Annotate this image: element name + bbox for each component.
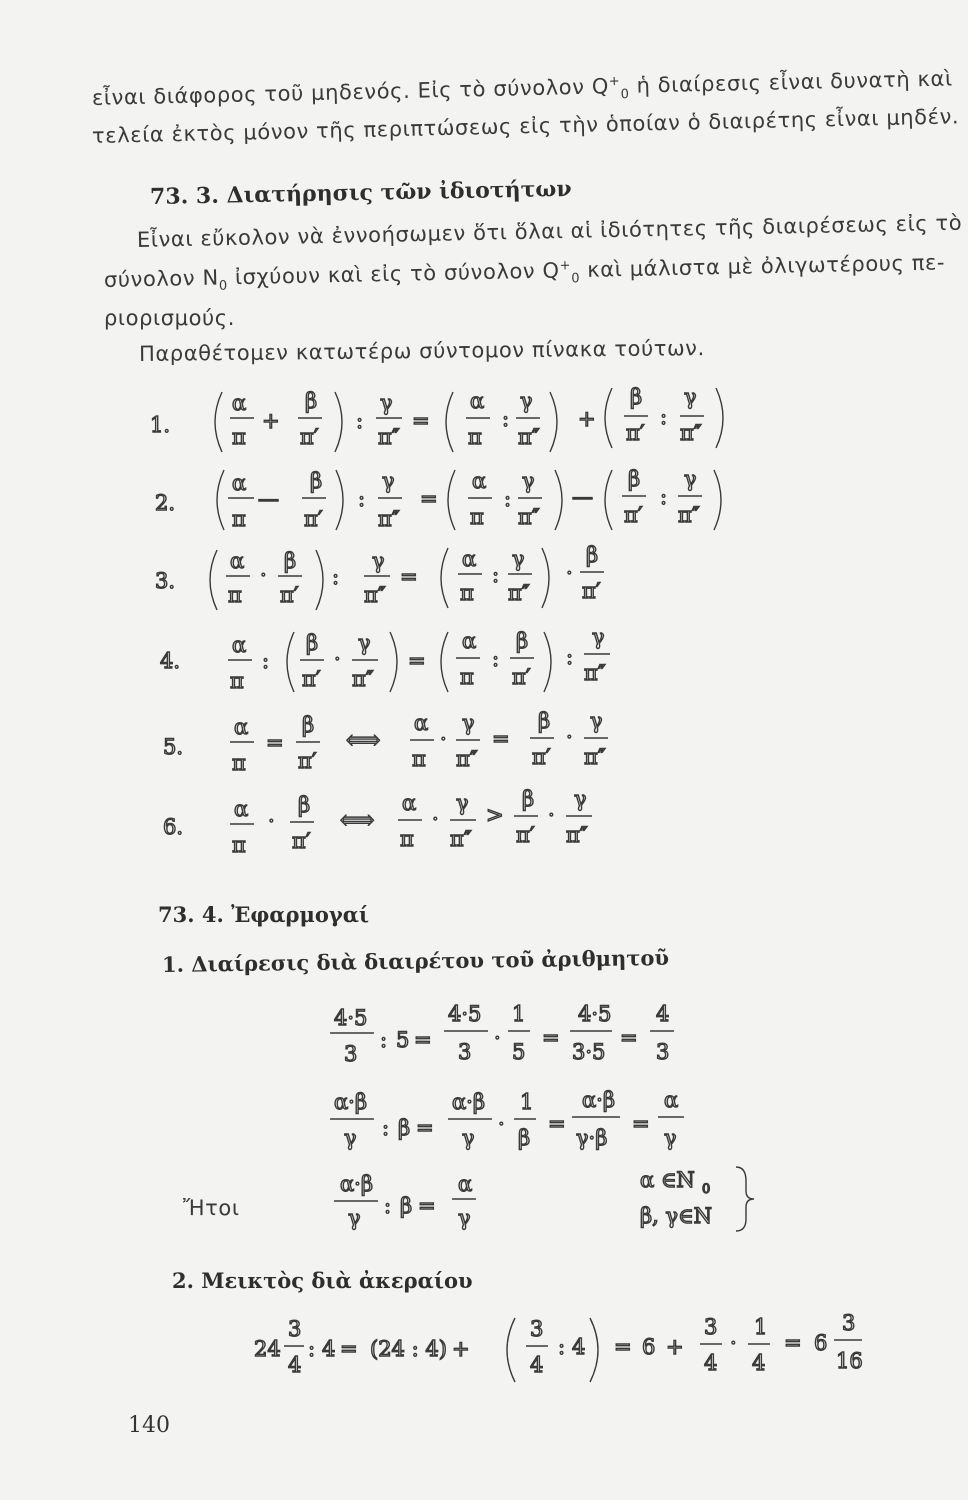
math-symbol: = [340, 1337, 358, 1361]
math-symbol: α [232, 391, 247, 415]
math-symbol: = [418, 1194, 436, 1218]
math-symbol: γ [380, 391, 393, 415]
rule-6-number: 6. [163, 815, 184, 839]
math-symbol: : [558, 1335, 566, 1359]
math-symbol: π′ [298, 749, 317, 773]
math-symbol: + [452, 1337, 470, 1361]
math-symbol: 4 [572, 1335, 586, 1359]
parenthesis [544, 632, 551, 692]
math-symbol: π″ [584, 745, 606, 769]
math-symbol: : [504, 487, 512, 511]
math-symbol: β [630, 385, 643, 409]
math-symbol: · [548, 803, 555, 827]
rule-1-paren [215, 392, 222, 452]
math-symbol: = [416, 1116, 434, 1140]
math-symbol: = [408, 649, 426, 673]
math-symbol: 4·5 [334, 1006, 368, 1030]
subheading-1: 1. Διαίρεσις διὰ διαιρέτου τοῦ ἀριθμητοῦ [161, 944, 670, 977]
parenthesis [446, 392, 453, 452]
math-symbol: γ [344, 1126, 357, 1150]
math-symbol: γ [372, 549, 385, 573]
math-symbol: — [572, 485, 593, 509]
math-symbol: π″ [378, 425, 400, 449]
math-symbol: γ [458, 1206, 471, 1230]
math-symbol: β [586, 543, 599, 567]
section-heading-73-4: 73. 4. Ἐφαρμογαί [158, 902, 370, 927]
math-symbol: = [542, 1026, 560, 1050]
math-symbol: — [258, 487, 279, 511]
text-line-1: εἶναι διάφορος τοῦ μηδενός. Εἰς τὸ σύνολον $Q^+_0$ ἡ διαίρεσις εἶναι δυνατὴ καὶ [91, 66, 953, 110]
math-symbol: = [412, 409, 430, 433]
math-symbol: γ [664, 1126, 677, 1150]
rule-1-number: 1. [150, 413, 171, 437]
math-symbol: : [660, 405, 668, 429]
math-symbol: α [462, 629, 477, 653]
math-symbol: π [470, 505, 484, 529]
math-symbol: 4 [704, 1351, 718, 1375]
math-symbol: γ [684, 467, 697, 491]
math-symbol: γ [574, 787, 587, 811]
parenthesis [335, 392, 342, 452]
math-symbol: π″ [518, 425, 540, 449]
math-symbol: : [382, 1116, 390, 1140]
math-symbol: ⟺ [340, 806, 375, 834]
math-symbol: α [664, 1088, 679, 1112]
math-symbol: · [566, 561, 573, 585]
math-symbol: γ [382, 469, 395, 493]
math-symbol: α·β [582, 1088, 615, 1112]
math-symbol: β [310, 469, 323, 493]
math-symbol: γ [456, 791, 469, 815]
math-symbol: : [384, 1194, 392, 1218]
math-symbol: π″ [352, 667, 374, 691]
text-line-2: τελεία ἐκτὸς μόνον τῆς περιπτώσεως εἰς τὴν ὁποίαν ὁ διαιρέτης εἶναι μηδέν. [91, 104, 960, 148]
math-symbol: 4·5 [448, 1002, 482, 1026]
parenthesis [605, 470, 612, 530]
math-symbol: π [232, 833, 246, 857]
math-symbol: 3 [704, 1315, 718, 1339]
math-symbol: = [400, 565, 418, 589]
parenthesis [441, 548, 448, 608]
math-symbol: π″ [584, 661, 606, 685]
math-symbol: 5 [396, 1028, 410, 1052]
math-symbol: 16 [836, 1349, 863, 1373]
math-symbol: α ∈N [640, 1168, 695, 1192]
math-symbol: 3 [530, 1317, 544, 1341]
math-symbol: β [628, 467, 641, 491]
math-symbol: π [230, 669, 244, 693]
math-symbol: 4 [322, 1337, 336, 1361]
math-symbol: 3 [842, 1311, 856, 1335]
parenthesis [210, 550, 217, 610]
text-line-3: Εἶναι εὔκολον νὰ ἐννοήσωμεν ὅτι ὅλαι αἱ ἰδιότητες τῆς διαιρέσεως εἰς τὸ [136, 210, 963, 252]
math-symbol: π [460, 665, 474, 689]
math-symbol: γ [684, 385, 697, 409]
math-symbol: : [332, 565, 340, 589]
text-line-6: Παραθέτομεν κατωτέρω σύντομον πίνακα τούτων. [138, 336, 705, 366]
math-symbol: · [260, 563, 267, 587]
math-symbol: π [412, 747, 426, 771]
math-symbol: · [432, 807, 439, 831]
parenthesis [336, 470, 343, 530]
math-symbol: α [234, 715, 249, 739]
math-symbol: π″ [456, 747, 478, 771]
math-symbol: + [578, 407, 596, 431]
math-symbol: π′ [512, 665, 531, 689]
math-symbol: : [566, 645, 574, 669]
math-symbol: β [400, 1194, 413, 1218]
rule-4-number: 4. [160, 649, 181, 673]
math-symbol: : [492, 563, 500, 587]
math-symbol: π [460, 581, 474, 605]
math-symbol: = [784, 1331, 802, 1355]
math-symbol: π′ [304, 507, 323, 531]
math-symbol: β [518, 1126, 531, 1150]
parenthesis [448, 470, 455, 530]
math-symbol: 24 [254, 1337, 281, 1361]
parenthesis [716, 388, 723, 448]
math-symbol: = [620, 1026, 638, 1050]
subheading-2: 2. Μεικτὸς διὰ ἀκεραίου [172, 1268, 473, 1293]
math-symbol: π [400, 827, 414, 851]
math-symbol: β, γ∈N [640, 1204, 712, 1228]
math-symbol: γ [512, 547, 525, 571]
math-symbol: 1 [520, 1090, 534, 1114]
math-symbol: = [420, 487, 438, 511]
math-symbol: γ [462, 1126, 475, 1150]
math-symbol: · [730, 1331, 737, 1355]
math-symbol: · [268, 809, 275, 833]
rule-5-number: 5. [163, 735, 184, 759]
math-symbol: : [356, 409, 364, 433]
parenthesis [542, 548, 549, 608]
math-symbol: = [548, 1112, 566, 1136]
math-symbol: π″ [680, 421, 702, 445]
parenthesis [441, 632, 448, 692]
math-symbol: α [470, 389, 485, 413]
math-symbol: π′ [280, 583, 299, 607]
math-symbol: π″ [518, 505, 540, 529]
math-symbol: β [398, 1116, 411, 1140]
applications-formulas [0, 995, 968, 1255]
math-symbol: γ [462, 711, 475, 735]
math-symbol: α [472, 469, 487, 493]
math-symbol: α [232, 471, 247, 495]
math-symbol: 3 [656, 1040, 670, 1064]
math-symbol: β [284, 549, 297, 573]
math-symbol: = [266, 731, 284, 755]
math-symbol: α [462, 547, 477, 571]
parenthesis [217, 470, 224, 530]
math-symbol: 5 [512, 1040, 526, 1064]
math-symbol: γ [522, 469, 535, 493]
math-symbol: π′ [292, 829, 311, 853]
math-symbol: · [566, 725, 573, 749]
parenthesis [316, 550, 323, 610]
math-symbol: 3·5 [572, 1040, 606, 1064]
math-symbol: π′ [624, 503, 643, 527]
math-symbol: π [232, 425, 246, 449]
math-symbol: : [660, 485, 668, 509]
math-symbol: π [228, 583, 242, 607]
math-symbol: π″ [566, 823, 588, 847]
math-symbol: 4 [288, 1353, 302, 1377]
math-symbol: π′ [532, 745, 551, 769]
parenthesis [736, 1167, 754, 1231]
math-symbol: 3 [288, 1317, 302, 1341]
parenthesis [590, 1318, 598, 1382]
math-symbol: π″ [450, 827, 472, 851]
math-symbol: 4 [752, 1351, 766, 1375]
math-symbol: : [492, 647, 500, 671]
parenthesis [550, 392, 557, 452]
math-symbol: π′ [302, 667, 321, 691]
parenthesis [287, 632, 294, 692]
math-symbol: 4 [656, 1002, 670, 1026]
math-symbol: γ·β [576, 1126, 608, 1150]
math-symbol: β [522, 787, 535, 811]
math-symbol: · [498, 1112, 505, 1136]
math-symbol: π″ [508, 581, 530, 605]
text-line-4: σύνολον $N_0$ ἰσχύουν καὶ εἰς τὸ σύνολον $Q^+_0$ καὶ μάλιστα μὲ ὀλιγωτέρους πε- [103, 250, 946, 294]
math-symbol: 6 [642, 1335, 656, 1359]
math-symbol: β [305, 389, 318, 413]
math-symbol: 3 [344, 1042, 358, 1066]
math-symbol: β [538, 709, 551, 733]
parenthesis [605, 388, 612, 448]
text-line-5: ριορισμούς. [104, 306, 235, 330]
math-symbol: 0 [702, 1182, 711, 1197]
page-number: 140 [128, 1413, 170, 1438]
math-symbol: γ [348, 1206, 361, 1230]
math-symbol: 3 [458, 1040, 472, 1064]
math-symbol: : [380, 1028, 388, 1052]
math-symbol: : [358, 487, 366, 511]
parenthesis [714, 470, 721, 530]
math-symbol: 6 [814, 1331, 828, 1355]
math-symbol: α·β [340, 1172, 373, 1196]
math-symbol: (24 : 4) [370, 1337, 447, 1361]
math-symbol: 1 [754, 1315, 768, 1339]
math-symbol: π″ [364, 583, 386, 607]
math-symbol: = [632, 1112, 650, 1136]
parenthesis [555, 470, 562, 530]
math-symbol: · [494, 1026, 501, 1050]
math-symbol: π′ [626, 421, 645, 445]
math-symbol: β [306, 631, 319, 655]
math-symbol: γ [592, 625, 605, 649]
math-symbol: π [468, 425, 482, 449]
math-symbol: + [262, 409, 280, 433]
math-symbol: β [516, 629, 529, 653]
math-symbol: = [492, 727, 510, 751]
properties-table [0, 370, 968, 890]
math-symbol: α [234, 797, 249, 821]
parenthesis [390, 632, 397, 692]
math-symbol: 4·5 [578, 1002, 612, 1026]
math-symbol: α [458, 1172, 473, 1196]
math-symbol: α [402, 791, 417, 815]
math-symbol: : [262, 649, 270, 673]
math-symbol: π [232, 507, 246, 531]
math-symbol: π′ [582, 579, 601, 603]
math-symbol: = [414, 1028, 432, 1052]
math-symbol: α·β [334, 1090, 367, 1114]
math-symbol: π″ [378, 507, 400, 531]
math-symbol: π′ [300, 425, 319, 449]
math-symbol: 1 [512, 1002, 526, 1026]
math-symbol: α [230, 549, 245, 573]
math-symbol: γ [358, 631, 371, 655]
rule-3-number: 3. [155, 569, 176, 593]
math-symbol: > [486, 803, 504, 827]
section-heading-73-3: 73. 3. Διατήρησις τῶν ἰδιοτήτων [149, 175, 572, 210]
math-symbol: = [614, 1335, 632, 1359]
math-symbol: β [298, 793, 311, 817]
math-symbol: γ [590, 709, 603, 733]
math-symbol: ⟺ [346, 726, 381, 754]
math-symbol: : [308, 1337, 316, 1361]
rule-2-number: 2. [155, 491, 176, 515]
math-symbol: γ [520, 389, 533, 413]
parenthesis [507, 1318, 515, 1382]
math-symbol: 4 [530, 1353, 544, 1377]
math-symbol: : [502, 407, 510, 431]
math-symbol: β [302, 713, 315, 737]
math-symbol: π′ [516, 823, 535, 847]
math-symbol: π″ [678, 503, 700, 527]
mixed-number-formula [0, 1310, 968, 1400]
etoi-label: Ἤτοι [183, 1196, 240, 1220]
math-symbol: · [440, 727, 447, 751]
math-symbol: + [666, 1335, 684, 1359]
math-symbol: α·β [452, 1090, 485, 1114]
math-symbol: α [414, 711, 429, 735]
math-symbol: · [334, 647, 341, 671]
math-symbol: α [232, 633, 247, 657]
math-symbol: π [232, 751, 246, 775]
